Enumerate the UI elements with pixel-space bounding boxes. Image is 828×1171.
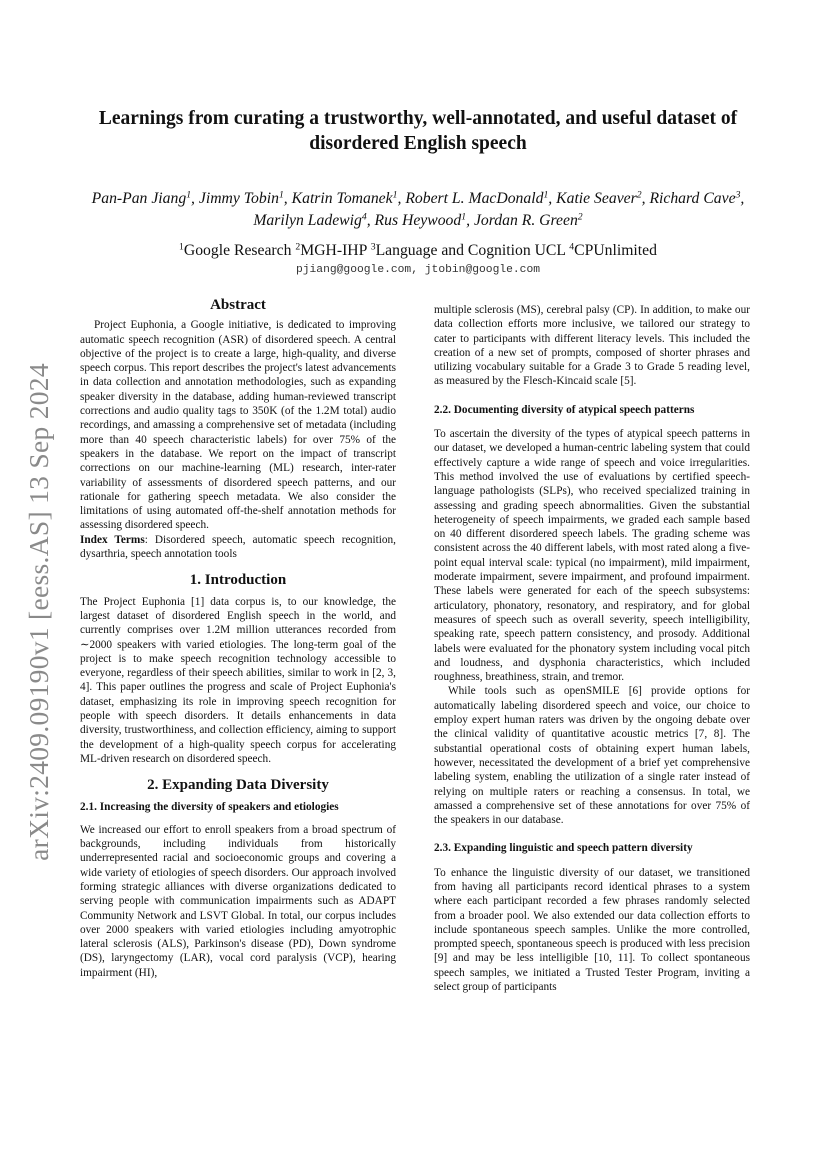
author-name: Katie Seaver [556, 190, 637, 207]
author-name: Robert L. MacDonald [405, 190, 544, 207]
affiliation-number: 4 [569, 241, 575, 253]
author [92, 190, 199, 207]
subsection-heading-speakers: 2.1. Increasing the diversity of speakers and etiologies [80, 800, 339, 813]
author [199, 190, 292, 207]
author-separator: , [366, 211, 375, 229]
index-terms-label: Index Terms [80, 533, 145, 546]
author-separator: , [466, 211, 474, 229]
index-terms [80, 533, 396, 562]
author-list [80, 188, 756, 231]
author [649, 190, 744, 207]
author-affiliation-mark: 2 [636, 189, 642, 201]
author-separator: , [641, 190, 650, 207]
right-column [434, 303, 750, 994]
subsection-heading-atypical-speech: 2.2. Documenting diversity of atypical speech patterns [434, 403, 695, 416]
affiliation-name: CPUnlimited [574, 242, 657, 259]
author [405, 190, 556, 207]
affiliation-name: MGH-IHP [300, 242, 371, 259]
author [292, 190, 406, 207]
author-separator: , [283, 190, 292, 207]
affiliation-name: Language and Cognition UCL [375, 242, 570, 259]
section-heading-data-diversity: 2. Expanding Data Diversity [147, 777, 329, 794]
author-name: Rus Heywood [374, 211, 462, 229]
index-terms-text: : Disordered speech, automatic speech recognition, dysarthria, speech annotation tools [80, 533, 397, 561]
affiliation-number: 2 [295, 241, 301, 253]
speakers-paragraph: We increased our effort to enroll speakers from a broad spectrum of backgrounds, including individuals from historically underrepresented racial and socioeconomic groups and covering a wide variety of etiologies of speech disorders. Our approach involved forming strategic alliances with diverse organizations dedicated to serving people with communication impairments such as ADAPT Community Network and LSVT Global. In total, our corpus includes over 2000 speakers with varied etiologies including amyotrophic lateral sclerosis (ALS), Parkinson's disease (PD), Down syndrome (DS), laryngectomy (LAR), vocal cord paralysis (VCP), hearing impairment (HI), [80, 823, 396, 979]
arxiv-sidebar-stamp [4, 352, 74, 872]
linguistic-diversity-paragraph: To enhance the linguistic diversity of our dataset, we transitioned from having all participants record identical phrases to a system where each participant recorded a few phrases randomly selected from a broader pool. We also extended our data collection efforts to include spontaneous speech samples. Unlike the more controlled, prompted speech, spontaneous speech is produced with less precision [9] and may be less intelligible [10, 11]. To collect spontaneous speech samples, we initiated a Trusted Tester Program, inviting a select group of participants [434, 866, 750, 994]
author-affiliation-mark: 1 [543, 189, 549, 201]
affiliation-number: 3 [370, 241, 376, 253]
author-affiliation-mark: 2 [577, 211, 583, 223]
author-name: Richard Cave [649, 190, 736, 207]
author [253, 212, 374, 229]
section-heading-introduction: 1. Introduction [189, 572, 287, 589]
expert-raters-paragraph: While tools such as openSMILE [6] provide options for automatically labeling disordered speech and voice, our choice to employ expert human raters was driven by the ongoing debate over the clinical validity of quantitative acoustic metrics [7, 8]. The substantial operational costs of obtaining expert human labels, however, necessitated the development of a brief yet comprehensive labeling system, enabling the utilization of a single rater instead of relying on multiple raters or reaching a consensus. In total, we amassed a comprehensive set of these annotations for over 75% of the speakers in our database. [434, 685, 750, 827]
author-name: Jordan R. Green [473, 211, 578, 229]
arxiv-identifier: arXiv:2409.09190v1 [eess.AS] 13 Sep 2024 [23, 363, 54, 861]
introduction-body: The Project Euphonia [1] data corpus is, to our knowledge, the largest dataset of disordered English speech in the world, and currently comprises over 1.2M million utterances recorded from ∼2000 speakers with varied etiologies. The long-term goal of the project is to make speech recognition technology accessible to everyone, regardless of their speech abilities, similar to work in [2, 3, 4]. This paper outlines the progress and scale of Project Euphonia's dataset, emphasizing its role in improving speech recognition for people with speech disorders. It details enhancements in data diversity, trustworthiness, and collection efficiency, aiming to support the development of a high-quality speech corpus for accelerating ML-driven research on disordered speech. [80, 595, 396, 765]
author-separator: , [397, 190, 406, 207]
subsection-heading-linguistic-diversity: 2.3. Expanding linguistic and speech pattern diversity [434, 842, 693, 855]
affiliation-name: Google Research [183, 242, 296, 259]
author-name: Pan-Pan Jiang [91, 190, 187, 207]
abstract-heading: Abstract [210, 297, 266, 313]
paper-title: Learnings from curating a trustworthy, well-annotated, and useful dataset of disordered English speech [98, 108, 738, 154]
author-affiliation-mark: 1 [392, 189, 398, 201]
author-separator: , [548, 190, 557, 207]
affiliation-number: 1 [179, 241, 184, 253]
atypical-speech-paragraph: To ascertain the diversity of the types of atypical speech patterns in our dataset, we developed a human-centric labeling system that could effectively capture a wide range of speech and voice irregularities. This method involved the use of evaluations by certified speech-language pathologists (SLPs), who received specialized training in assessing and grading speech abnormalities. Given the substantial heterogeneity of speech impairments, we graded each sample based on 40 different disordered speech labels. The grading scheme was consistent across the 40 different labels, with most rated along a five-point equal interval scale: typical (no impairment), mild impairment, moderate impairment, severe impairment, and profound impairment. These labels were generated for each of the speech subsystems: articulatory, phonatory, resonatory, and respiratory, and for global measures of speech such as overall severity, speech intelligibility, speaking rate, speech pattern consistency, and prosody. Additional labels were evaluated for the phonatory system including vocal pitch and loudness, and dysphonia characteristics, which included roughness, breathiness, strain, and tremor. [434, 428, 750, 684]
author [556, 190, 649, 207]
author-affiliation-mark: 1 [186, 189, 192, 201]
contact-emails: pjiang@google.com, jtobin@google.com [295, 264, 541, 276]
left-column [80, 298, 396, 980]
author-affiliation-mark: 1 [278, 189, 284, 201]
author-separator: , [740, 190, 745, 207]
author-separator: , [191, 190, 199, 207]
abstract-body: Project Euphonia, a Google initiative, is dedicated to improving automatic speech recognition (ASR) of disordered speech. A central objective of the project is to create a large, high-quality, and diverse speech corpus. This report describes the project's latest advancements in data collection and annotation methodologies, such as expanding speaker diversity in the database, adding human-reviewed transcript corrections and audio quality tags to 350K (of the 1.2M total) audio recordings, and amassing a comprehensive set of metadata (including more than 40 speech characteristic labels) for over 75% of the speakers in the database. We report on the impact of transcript corrections on our machine-learning (ML) research, inter-rater variability of assessments of disordered speech patterns, and our rationale for gathering speech metadata. We also consider the limitations of using automated off-the-shelf annotation methods for assessing disordered speech. [80, 319, 396, 532]
author-name: Marilyn Ladewig [253, 211, 362, 229]
author [375, 212, 474, 229]
speakers-paragraph-continued: multiple sclerosis (MS), cerebral palsy (CP). In addition, to make our data collection efforts more inclusive, we tailored our strategy to cater to participants with different literacy levels. This included the creation of a new set of prompts, composed of shorter phrases and utilizing vocabulary suitable for a Grade 3 to Grade 5 reading level, as measured by the Flesch-Kincaid scale [5]. [434, 304, 750, 388]
affiliation-list [80, 241, 756, 261]
author [474, 212, 583, 229]
author-affiliation-mark: 1 [461, 211, 467, 223]
author-affiliation-mark: 3 [735, 189, 741, 201]
author-affiliation-mark: 4 [361, 211, 367, 223]
author-name: Jimmy Tobin [198, 190, 279, 207]
author-name: Katrin Tomanek [291, 190, 393, 207]
